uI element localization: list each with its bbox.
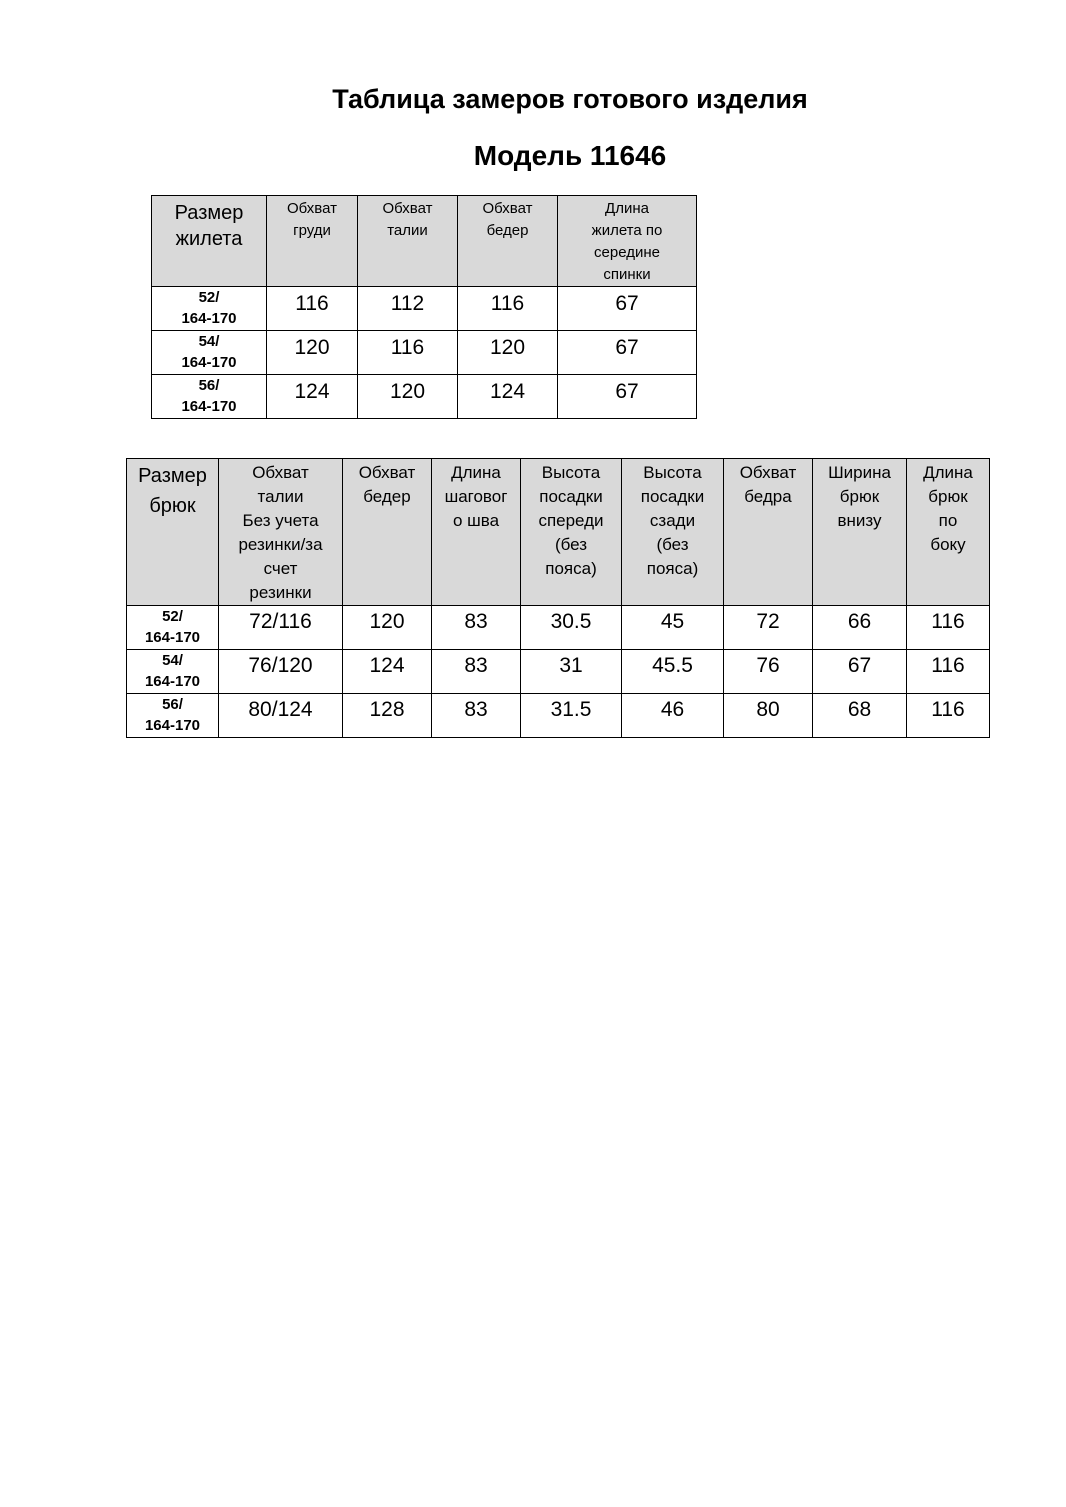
table-cell: 124	[267, 375, 358, 419]
header-cell: Обхват талии Без учета резинки/за счет резинки	[219, 459, 343, 606]
table-cell: 76/120	[219, 650, 343, 694]
table-cell: 116	[907, 650, 990, 694]
table-header-row	[127, 459, 990, 606]
table-cell: 116	[458, 287, 558, 331]
table-cell: 72/116	[219, 606, 343, 650]
table-cell: 120	[458, 331, 558, 375]
table-cell: 80	[724, 694, 813, 738]
size-cell: 52/ 164-170	[152, 287, 267, 331]
size-cell: 56/ 164-170	[127, 694, 219, 738]
page-title: Таблица замеров готового изделия	[332, 84, 808, 114]
header-cell: Высота посадки сзади (без пояса)	[622, 459, 724, 606]
header-cell: Обхват бедра	[724, 459, 813, 606]
header-cell: Размер жилета	[152, 196, 267, 287]
table-cell: 124	[343, 650, 432, 694]
header-cell: Обхват бедер	[458, 196, 558, 287]
table-cell: 116	[267, 287, 358, 331]
header-cell: Обхват груди	[267, 196, 358, 287]
table-cell: 76	[724, 650, 813, 694]
table-cell: 116	[907, 694, 990, 738]
vest-measurements-table	[151, 195, 697, 419]
table-cell: 67	[558, 375, 697, 419]
table-header-row	[152, 196, 697, 287]
table-cell: 120	[358, 375, 458, 419]
header-cell: Длина жилета по середине спинки	[558, 196, 697, 287]
table-cell: 120	[343, 606, 432, 650]
table-cell: 30.5	[521, 606, 622, 650]
table-cell: 116	[358, 331, 458, 375]
size-cell: 52/ 164-170	[127, 606, 219, 650]
table-cell: 80/124	[219, 694, 343, 738]
table-cell: 46	[622, 694, 724, 738]
table-cell: 72	[724, 606, 813, 650]
header-cell: Высота посадки спереди (без пояса)	[521, 459, 622, 606]
header-cell: Обхват бедер	[343, 459, 432, 606]
header-cell: Обхват талии	[358, 196, 458, 287]
table-row	[127, 650, 990, 694]
table-cell: 128	[343, 694, 432, 738]
table-cell: 83	[432, 606, 521, 650]
header-cell: Ширина брюк внизу	[813, 459, 907, 606]
header-cell: Длина шаговог о шва	[432, 459, 521, 606]
table-row	[152, 331, 697, 375]
table-cell: 67	[813, 650, 907, 694]
pants-measurements-table	[126, 458, 990, 738]
header-cell: Размер брюк	[127, 459, 219, 606]
size-cell: 56/ 164-170	[152, 375, 267, 419]
size-cell: 54/ 164-170	[127, 650, 219, 694]
table-cell: 124	[458, 375, 558, 419]
table-cell: 112	[358, 287, 458, 331]
table-cell: 67	[558, 331, 697, 375]
table-cell: 66	[813, 606, 907, 650]
table-cell: 31.5	[521, 694, 622, 738]
table-cell: 83	[432, 650, 521, 694]
table-cell: 120	[267, 331, 358, 375]
table-row	[152, 287, 697, 331]
model-number: Модель 11646	[473, 140, 667, 171]
table-cell: 83	[432, 694, 521, 738]
table-cell: 68	[813, 694, 907, 738]
size-cell: 54/ 164-170	[152, 331, 267, 375]
table-cell: 67	[558, 287, 697, 331]
table-row	[127, 606, 990, 650]
table-row	[127, 694, 990, 738]
table-row	[152, 375, 697, 419]
header-cell: Длина брюк по боку	[907, 459, 990, 606]
table-cell: 45.5	[622, 650, 724, 694]
table-cell: 31	[521, 650, 622, 694]
table-cell: 45	[622, 606, 724, 650]
table-cell: 116	[907, 606, 990, 650]
